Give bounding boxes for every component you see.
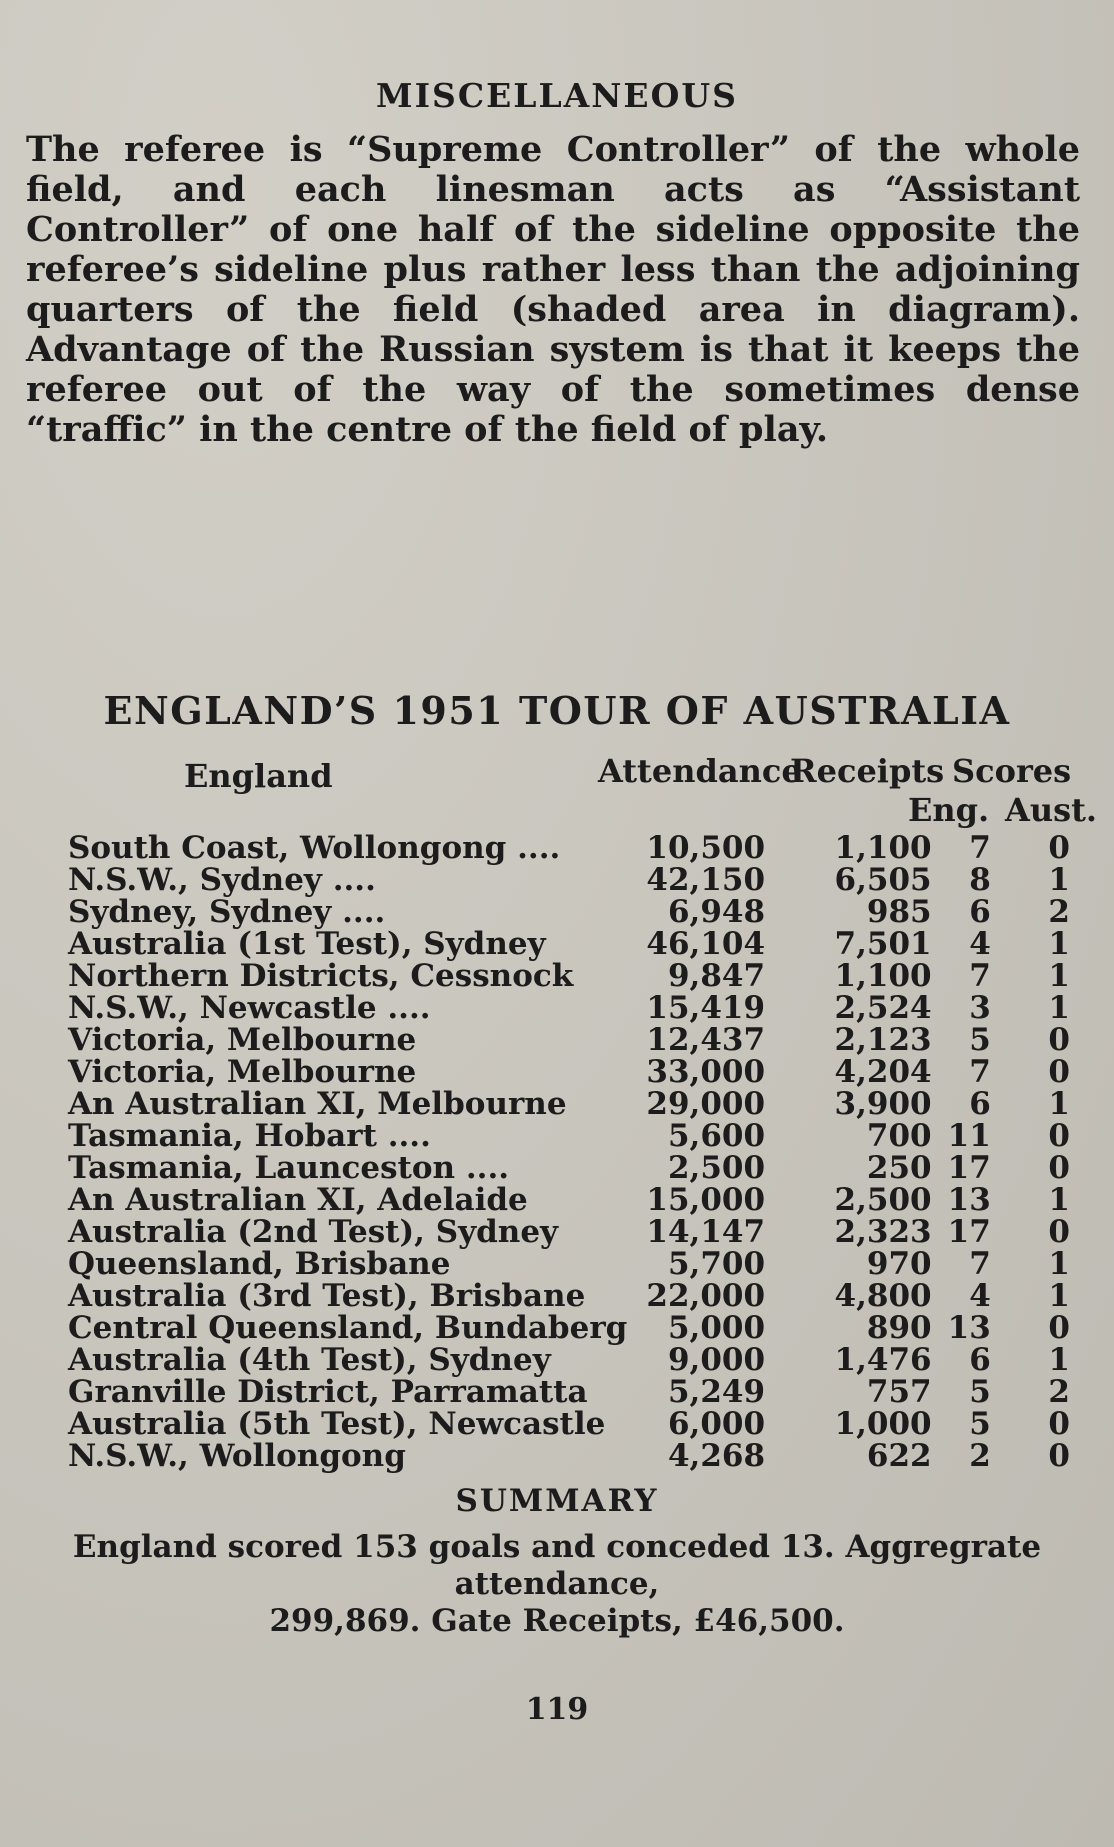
australia-score: 1 (1048, 958, 1070, 994)
england-score: 5 (969, 1374, 991, 1410)
receipts-value: 757 (866, 1374, 932, 1410)
attendance-value: 4,268 (667, 1438, 766, 1474)
team-name: Tasmania, Hobart .... (68, 1118, 431, 1154)
team-name: Victoria, Melbourne (68, 1022, 417, 1058)
summary-heading: SUMMARY (455, 1483, 659, 1519)
table-row (68, 832, 1078, 864)
table-row (68, 1184, 1078, 1216)
australia-score: 1 (1048, 1278, 1070, 1314)
section-heading-miscellaneous: MISCELLANEOUS (376, 76, 738, 115)
england-score: 6 (969, 1342, 991, 1378)
england-score: 7 (969, 830, 991, 866)
table-row (68, 1344, 1078, 1376)
australia-score: 0 (1048, 1406, 1070, 1442)
australia-score: 0 (1048, 1118, 1070, 1154)
team-name: Australia (1st Test), Sydney (68, 926, 546, 962)
england-score: 11 (947, 1118, 991, 1154)
receipts-value: 2,524 (834, 990, 932, 1026)
team-name: Queensland, Brisbane (68, 1246, 451, 1282)
receipts-value: 622 (866, 1438, 932, 1474)
australia-score: 1 (1048, 990, 1070, 1026)
receipts-value: 7,501 (834, 926, 932, 962)
england-score: 17 (947, 1150, 991, 1186)
england-score: 6 (969, 1086, 991, 1122)
attendance-value: 6,000 (667, 1406, 766, 1442)
australia-score: 0 (1048, 830, 1070, 866)
receipts-value: 1,000 (834, 1406, 932, 1442)
summary-line-1: England scored 153 goals and conceded 13. Aggregrate attendance, (72, 1529, 1042, 1602)
table-row (68, 928, 1078, 960)
table-row (68, 1248, 1078, 1280)
australia-score: 0 (1048, 1022, 1070, 1058)
england-score: 7 (969, 958, 991, 994)
intro-paragraph: The referee is “Supreme Controller” of the whole field, and each linesman acts as “Assistant Controller” of one half of the sideline opposite the referee’s sideline plus rather less than the adjoining quarters of the field (shaded area in diagram). Advantage of the Russian system is that it keeps the referee out of the way of the sometimes dense “traffic” in the centre of the field of play. (26, 129, 1080, 450)
tour-heading: ENGLAND’S 1951 TOUR OF AUSTRALIA (103, 688, 1011, 733)
table-row (68, 896, 1078, 928)
table-row (68, 1024, 1078, 1056)
team-name: Northern Districts, Cessnock (68, 958, 574, 994)
england-score: 17 (947, 1214, 991, 1250)
england-score: 4 (969, 1278, 991, 1314)
team-name: An Australian XI, Melbourne (68, 1086, 567, 1122)
team-name: Australia (4th Test), Sydney (68, 1342, 551, 1378)
attendance-value: 5,249 (667, 1374, 766, 1410)
team-name: N.S.W., Sydney .... (68, 862, 376, 898)
table-row (68, 960, 1078, 992)
table-row (68, 1056, 1078, 1088)
attendance-value: 42,150 (646, 862, 766, 898)
attendance-value: 29,000 (646, 1086, 766, 1122)
receipts-value: 3,900 (834, 1086, 932, 1122)
receipts-value: 1,100 (834, 958, 932, 994)
receipts-value: 890 (866, 1310, 932, 1346)
team-name: Australia (3rd Test), Brisbane (68, 1278, 586, 1314)
england-score: 13 (947, 1310, 991, 1346)
team-name: Central Queensland, Bundaberg (68, 1310, 628, 1346)
receipts-value: 1,476 (834, 1342, 932, 1378)
team-name: Victoria, Melbourne (68, 1054, 417, 1090)
team-name: N.S.W., Wollongong (68, 1438, 406, 1474)
england-score: 5 (969, 1406, 991, 1442)
australia-score: 2 (1048, 894, 1070, 930)
receipts-value: 1,100 (834, 830, 932, 866)
column-header-attendance: Attendance (598, 752, 802, 790)
tour-results-body (68, 832, 1078, 1472)
attendance-value: 10,500 (646, 830, 766, 866)
australia-score: 0 (1048, 1214, 1070, 1250)
england-score: 3 (969, 990, 991, 1026)
attendance-value: 46,104 (646, 926, 766, 962)
attendance-value: 14,147 (646, 1214, 766, 1250)
receipts-value: 4,800 (834, 1278, 932, 1314)
australia-score: 1 (1048, 926, 1070, 962)
table-row (68, 1280, 1078, 1312)
australia-score: 2 (1048, 1374, 1070, 1410)
receipts-value: 700 (866, 1118, 932, 1154)
england-score: 6 (969, 894, 991, 930)
attendance-value: 5,700 (667, 1246, 766, 1282)
column-header-england: England (184, 757, 333, 795)
table-row (68, 1120, 1078, 1152)
table-row (68, 992, 1078, 1024)
column-header-eng: Eng. (908, 791, 990, 829)
attendance-value: 5,000 (667, 1310, 766, 1346)
column-header-receipts: Receipts (790, 752, 945, 790)
receipts-value: 985 (866, 894, 932, 930)
attendance-value: 22,000 (646, 1278, 766, 1314)
australia-score: 0 (1048, 1054, 1070, 1090)
column-header-aust: Aust. (1005, 791, 1098, 829)
england-score: 2 (969, 1438, 991, 1474)
team-name: N.S.W., Newcastle .... (68, 990, 431, 1026)
australia-score: 1 (1048, 1342, 1070, 1378)
team-name: Sydney, Sydney .... (68, 894, 386, 930)
england-score: 7 (969, 1246, 991, 1282)
page-number: 119 (525, 1692, 589, 1727)
table-row (68, 864, 1078, 896)
attendance-value: 6,948 (667, 894, 766, 930)
receipts-value: 4,204 (834, 1054, 932, 1090)
australia-score: 0 (1048, 1150, 1070, 1186)
team-name: South Coast, Wollongong .... (68, 830, 561, 866)
table-row (68, 1408, 1078, 1440)
summary-line-2: 299,869. Gate Receipts, £46,500. (269, 1603, 845, 1639)
australia-score: 1 (1048, 1182, 1070, 1218)
attendance-value: 2,500 (667, 1150, 766, 1186)
england-score: 13 (947, 1182, 991, 1218)
australia-score: 1 (1048, 862, 1070, 898)
receipts-value: 970 (866, 1246, 932, 1282)
england-score: 4 (969, 926, 991, 962)
england-score: 5 (969, 1022, 991, 1058)
team-name: Australia (2nd Test), Sydney (68, 1214, 559, 1250)
table-row (68, 1216, 1078, 1248)
table-row (68, 1376, 1078, 1408)
receipts-value: 2,500 (834, 1182, 932, 1218)
australia-score: 1 (1048, 1086, 1070, 1122)
table-row (68, 1152, 1078, 1184)
receipts-value: 6,505 (834, 862, 932, 898)
tour-results-table (68, 832, 1078, 1472)
attendance-value: 33,000 (646, 1054, 766, 1090)
england-score: 7 (969, 1054, 991, 1090)
team-name: Granville District, Parramatta (68, 1374, 588, 1410)
table-row (68, 1440, 1078, 1472)
team-name: Australia (5th Test), Newcastle (68, 1406, 606, 1442)
england-score: 8 (969, 862, 991, 898)
attendance-value: 12,437 (646, 1022, 766, 1058)
attendance-value: 5,600 (667, 1118, 766, 1154)
australia-score: 1 (1048, 1246, 1070, 1282)
attendance-value: 15,419 (646, 990, 766, 1026)
receipts-value: 2,323 (834, 1214, 932, 1250)
table-row (68, 1088, 1078, 1120)
australia-score: 0 (1048, 1310, 1070, 1346)
team-name: Tasmania, Launceston .... (68, 1150, 510, 1186)
receipts-value: 250 (866, 1150, 932, 1186)
summary-text (0, 1529, 1114, 1640)
column-header-scores: Scores (952, 752, 1072, 790)
table-row (68, 1312, 1078, 1344)
australia-score: 0 (1048, 1438, 1070, 1474)
team-name: An Australian XI, Adelaide (68, 1182, 528, 1218)
attendance-value: 15,000 (646, 1182, 766, 1218)
attendance-value: 9,847 (667, 958, 766, 994)
attendance-value: 9,000 (667, 1342, 766, 1378)
receipts-value: 2,123 (834, 1022, 932, 1058)
